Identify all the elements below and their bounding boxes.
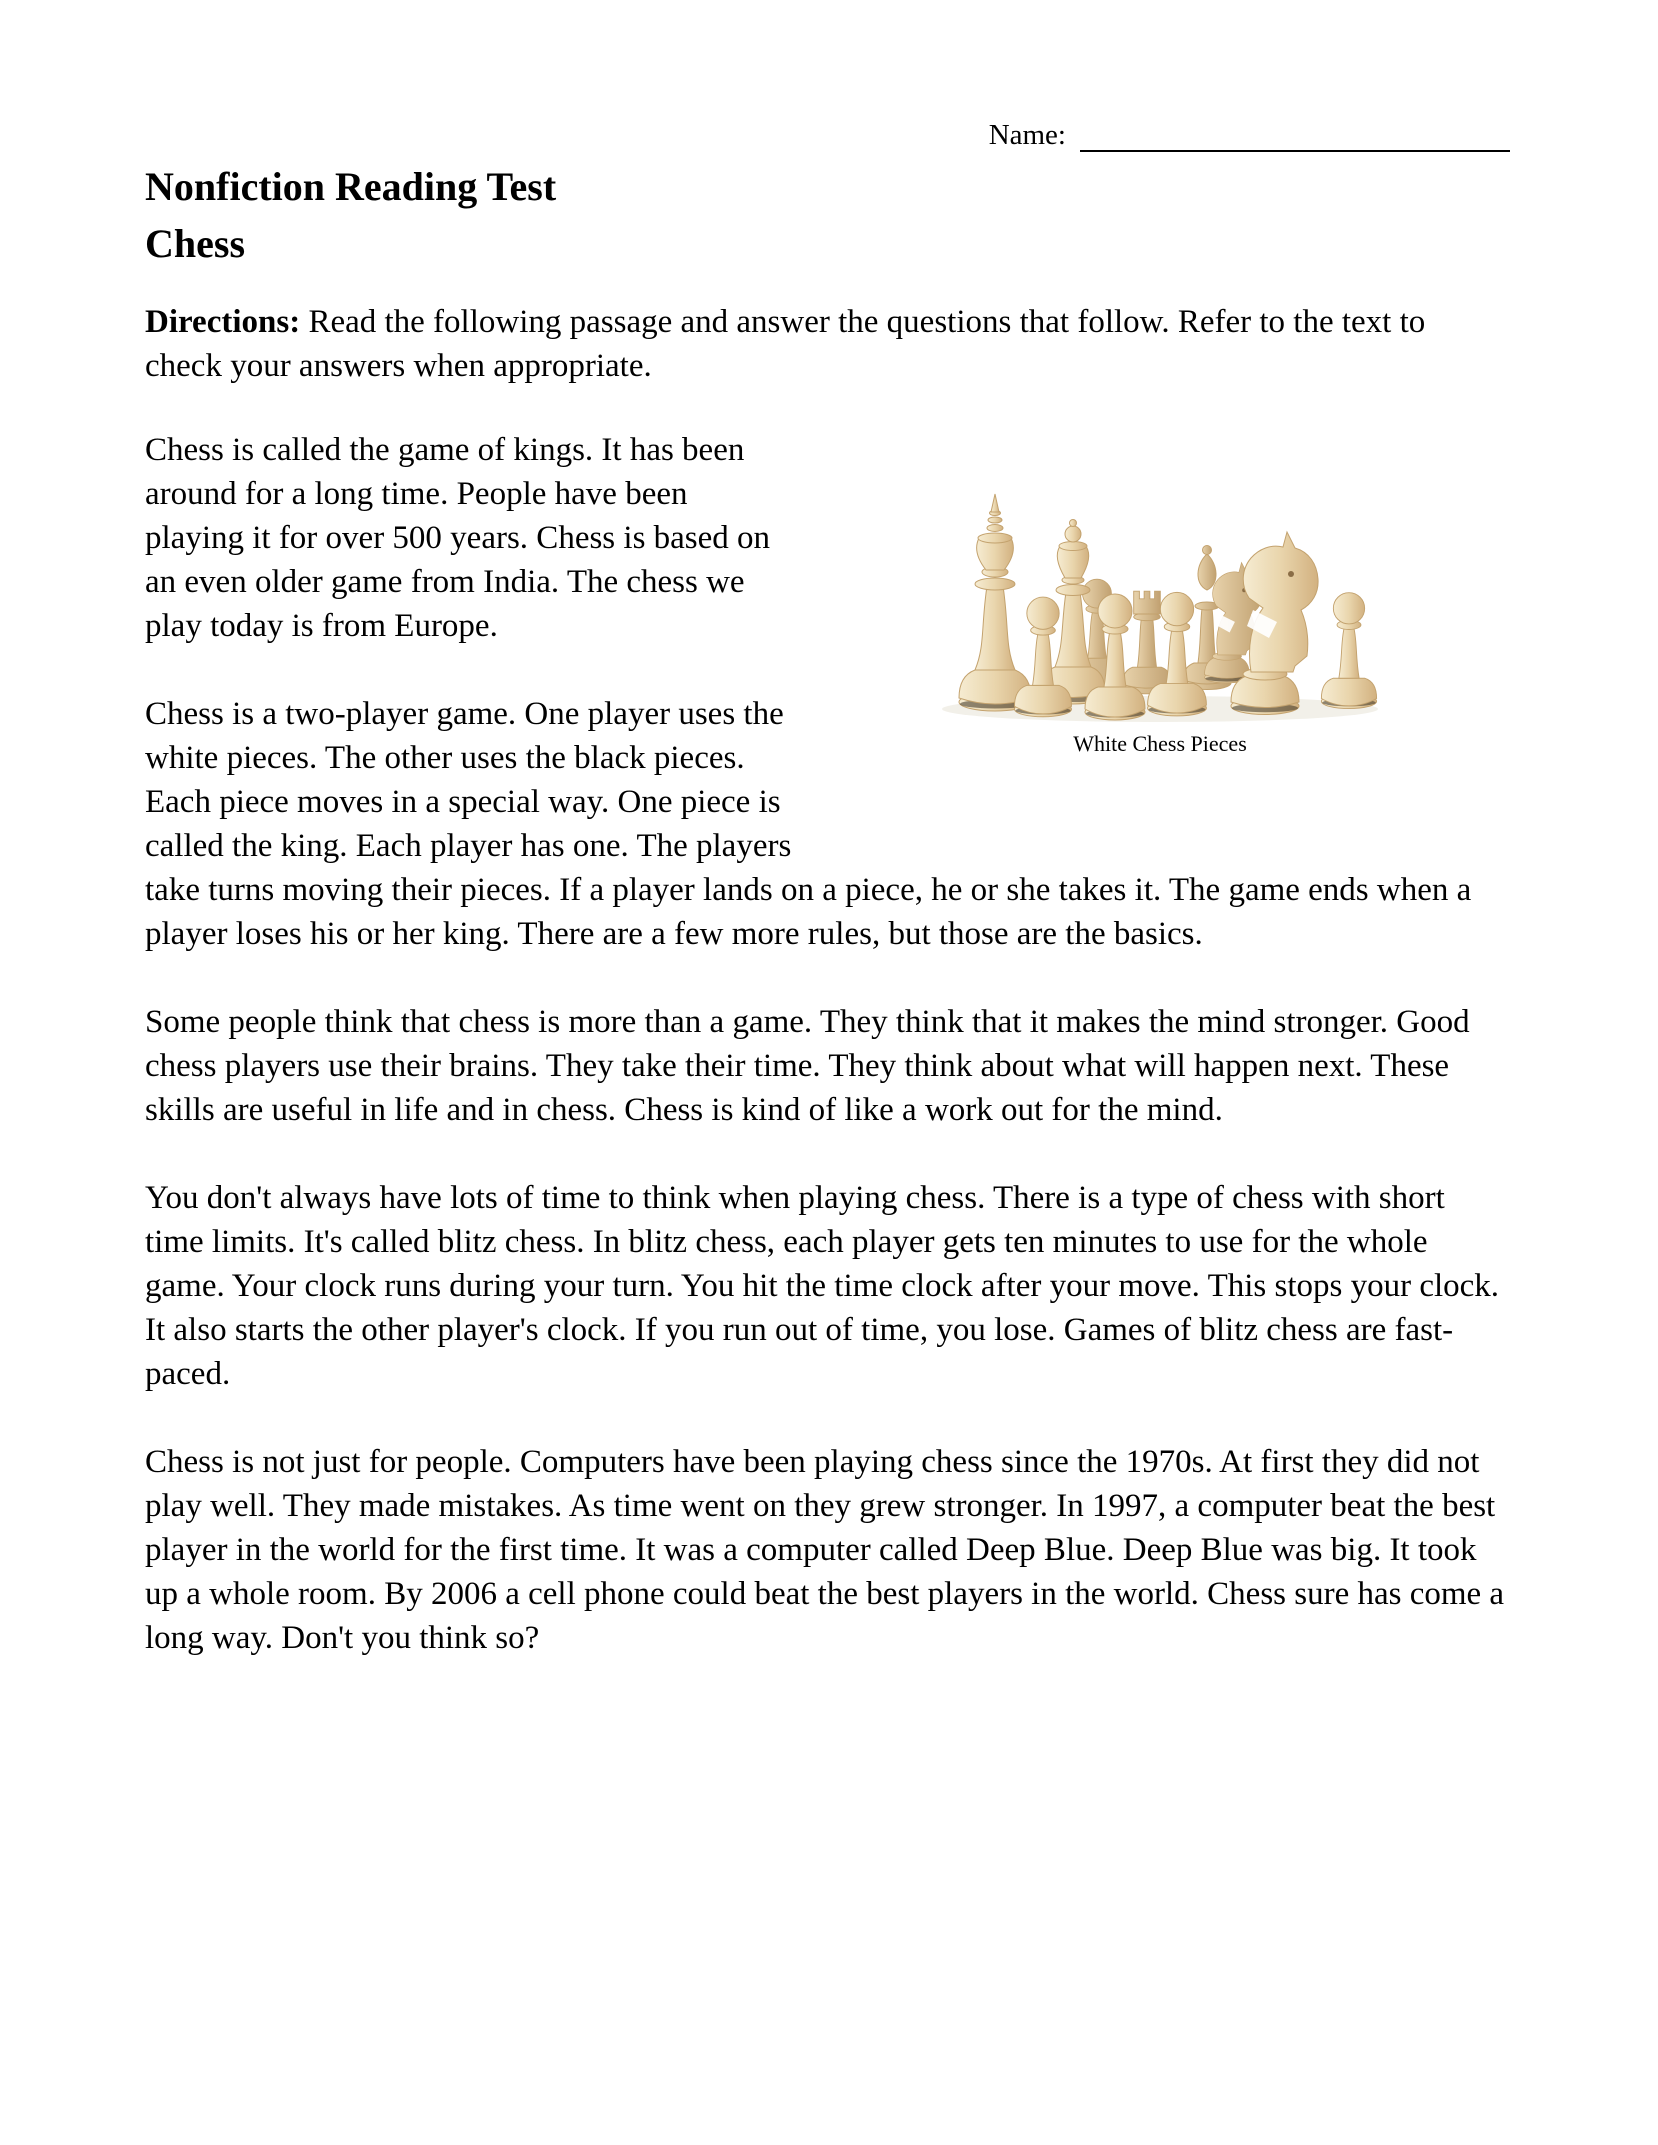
passage-paragraph-4: You don't always have lots of time to think when playing chess. There is a type of chess with short time limits. It's called blitz chess. In blitz chess, each player gets ten minutes to use for the whole game. Your clock runs during your turn. You hit the time clock after your move. This stops your clock. It also starts the other player's clock. If you run out of time, you lose. Games of blitz chess are fast-paced. [145,1180,1500,1392]
white-chess-pieces-illustration [925,428,1395,728]
directions-label: Directions: [145,304,301,340]
passage-paragraph-2: Chess is a two-player game. One player uses the white pieces. The other uses the black pieces. Each piece moves in a special way. One piece is called the king. Each player has one. The players take turns moving their pieces. If a player lands on a piece, he or she takes it. The game ends when a player loses his or her king. There are a few more rules, but those are the basics. [145,696,1472,952]
page-subtitle: Chess [145,221,246,266]
passage-paragraph-3: Some people think that chess is more than a game. They think that it makes the mind stronger. Good chess players use their brains. They take their time. They think about what will happen next. These skills are useful in life and in chess. Chess is kind of like a work out for the mind. [145,1004,1470,1128]
page-title: Nonfiction Reading Test [145,164,557,209]
name-label: Name: [988,119,1066,151]
reading-passage [145,428,1510,1660]
figure-caption: White Chess Pieces [1073,731,1247,756]
passage-paragraph-1: Chess is called the game of kings. It has been around for a long time. People have been playing it for over 500 years. Chess is based on an even older game from India. The chess we play today is from Europe. [145,432,771,644]
directions [145,300,1510,388]
name-blank-line [1080,118,1510,152]
chess-figure [810,428,1510,758]
directions-text: Read the following passage and answer the questions that follow. Refer to the text to check your answers when appropriate. [145,304,1426,384]
passage-paragraph-5: Chess is not just for people. Computers have been playing chess since the 1970s. At first they did not play well. They made mistakes. As time went on they grew stronger. In 1997, a computer beat the best player in the world for the first time. It was a computer called Deep Blue. Deep Blue was big. It took up a whole room. By 2006 a cell phone could beat the best players in the world. Chess sure has come a long way. Don't you think so? [145,1444,1505,1656]
name-row [145,112,1510,152]
